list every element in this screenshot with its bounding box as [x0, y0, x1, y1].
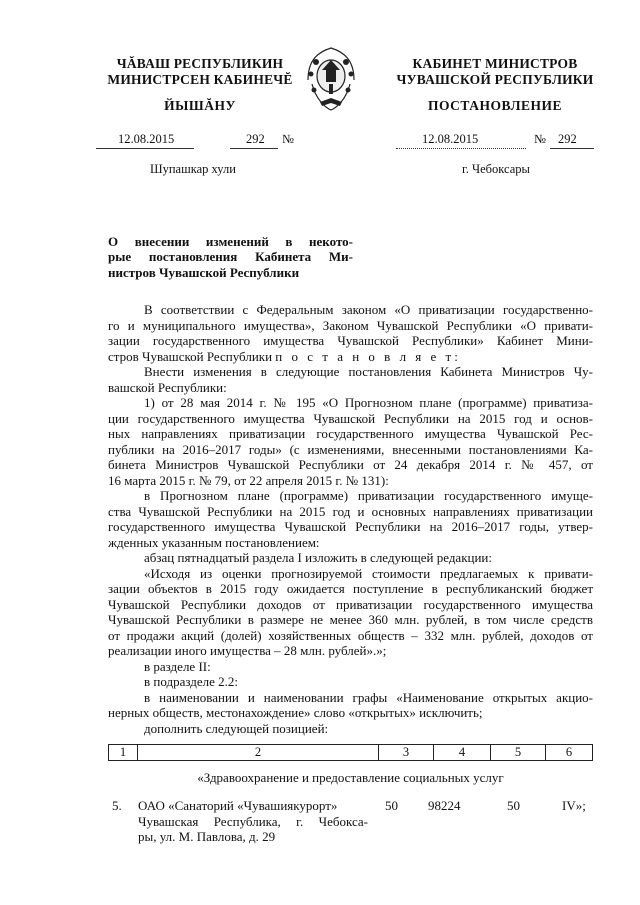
row-name-line: ОАО «Санаторий «Чувашиякурорт»	[138, 798, 338, 813]
number-right: 292	[558, 132, 577, 146]
body-line: от продажи акций (долей) хозяйственных обществ – 332 млн. рублей, доходов от	[108, 627, 593, 643]
body-line: дополнить следующей позицией:	[144, 720, 329, 736]
body-line: публики на 2016–2017 годы» (с изменениями, внесенными постановлениями Ка-	[108, 441, 593, 457]
body-line: ства Чувашской Республики на 2015 год и основных направлениях приватизации	[108, 503, 593, 519]
body-line: зации государственного имущества Чувашской Республики» Кабинет Мини-	[108, 333, 593, 348]
decree-word: п о с т а н о в л я е т:	[275, 348, 461, 364]
header-left-line1: ЧĂВАШ РЕСПУБЛИКИН	[116, 56, 284, 71]
body-line: в подразделе 2.2:	[144, 674, 239, 689]
subject-line: О внесении изменений в некото-	[108, 234, 353, 249]
body-line: реализации иного имущества – 28 млн. рублей».»;	[108, 643, 387, 658]
body-line: в Прогнозном плане (программе) приватизации государственного имуще-	[144, 488, 593, 503]
column-number: 6	[546, 745, 593, 761]
city-left: Шупашкар хули	[150, 162, 236, 176]
row-name-line: ры, ул. М. Павлова, д. 29	[138, 829, 276, 844]
body-line: ции государственного имущества Чувашской Республики на 2015 год и основ-	[108, 410, 593, 426]
body-line: в разделе II:	[144, 658, 211, 674]
no-sign-left: №	[282, 132, 294, 146]
date-right-underline	[396, 148, 526, 149]
column-number: 3	[379, 745, 434, 761]
body-line: Чувашской Республики доходов от приватизации государственного имущества	[108, 596, 593, 612]
row-name-line: Чувашская Республика, г. Чебокса-	[138, 813, 368, 829]
body-line: го и муниципального имущества», Законом Чувашской Республики «О привати-	[108, 317, 593, 333]
body-line	[108, 349, 593, 365]
body-line: 1) от 28 мая 2014 г. № 195 «О Прогнозном плане (программе) приватиза-	[144, 395, 593, 410]
row-col4: 98224	[428, 798, 461, 813]
body-line: ных направлениях приватизации государственного имущества Чувашской Рес-	[108, 426, 593, 441]
body-line: бинета Министров Чувашской Республики от 24 декабря 2014 г. № 457, от	[108, 457, 593, 472]
body-line: 16 марта 2015 г. № 79, от 22 апреля 2015 г. № 131):	[108, 472, 389, 488]
body-line: Внести изменения в следующие постановления Кабинета Министров Чу-	[144, 364, 593, 379]
row-col5: 50	[507, 798, 520, 813]
row-name	[138, 798, 368, 845]
column-number: 5	[491, 745, 546, 761]
no-sign-right: №	[534, 132, 546, 146]
row-number: 5.	[112, 798, 122, 813]
number-left-underline	[230, 148, 278, 149]
header-left	[90, 56, 310, 88]
body-line: жденных указанным постановлением:	[108, 534, 320, 550]
subject-line: нистров Чувашской Республики	[108, 264, 300, 280]
date-right: 12.08.2015	[422, 132, 479, 146]
header-right-line2: ЧУВАШСКОЙ РЕСПУБЛИКИ	[396, 72, 594, 87]
subject-line: рые постановления Кабинета Ми-	[108, 249, 353, 265]
body-line: «Исходя из оценки прогнозируемой стоимости предлагаемых к привати-	[144, 565, 593, 581]
body-line: зации объектов в 2015 году ожидается поступление в республиканский бюджет	[108, 581, 593, 596]
column-number: 1	[109, 745, 138, 761]
section-title: «Здравоохранение и предоставление социальных услуг	[197, 770, 504, 785]
body-line: в наименовании и наименовании графы «Наименование открытых акцио-	[144, 689, 593, 705]
document-body	[108, 302, 593, 736]
row-col6: IV»;	[562, 798, 586, 813]
column-number: 4	[434, 745, 491, 761]
number-right-underline	[550, 148, 594, 149]
header-right	[380, 56, 610, 88]
header-right-doc-type: ПОСТАНОВЛЕНИЕ	[427, 98, 563, 113]
body-line: нерных обществ, местонахождение» слово «открытых» исключить;	[108, 705, 483, 720]
column-number: 2	[138, 745, 379, 761]
body-line-text: стров Чувашской Республики	[108, 348, 273, 364]
body-line: Чувашской Республики в размере не менее 360 млн. рублей, в том числе средств	[108, 612, 593, 627]
body-line: В соответствии с Федеральным законом «О приватизации государственно-	[144, 302, 593, 317]
city-right: г. Чебоксары	[462, 162, 530, 176]
header-right-line1: КАБИНЕТ МИНИСТРОВ	[412, 56, 578, 71]
number-left: 292	[246, 132, 265, 146]
body-line: государственного имущества Чувашской Республики на 2016–2017 годы, утвер-	[108, 519, 593, 534]
column-numbers-table	[108, 744, 593, 761]
header-left-doc-type: ЙЫШĂНУ	[164, 98, 236, 113]
header-left-line2: МИНИСТРСЕН КАБИНЕЧĔ	[107, 72, 293, 87]
table-row	[109, 745, 593, 761]
date-left-underline	[96, 148, 194, 149]
body-line: вашской Республики:	[108, 379, 227, 395]
emblem-icon	[296, 40, 366, 116]
date-left: 12.08.2015	[118, 132, 175, 146]
row-col3: 50	[385, 798, 398, 813]
body-line: абзац пятнадцатый раздела I изложить в следующей редакции:	[144, 550, 493, 565]
document-subject	[108, 234, 353, 280]
